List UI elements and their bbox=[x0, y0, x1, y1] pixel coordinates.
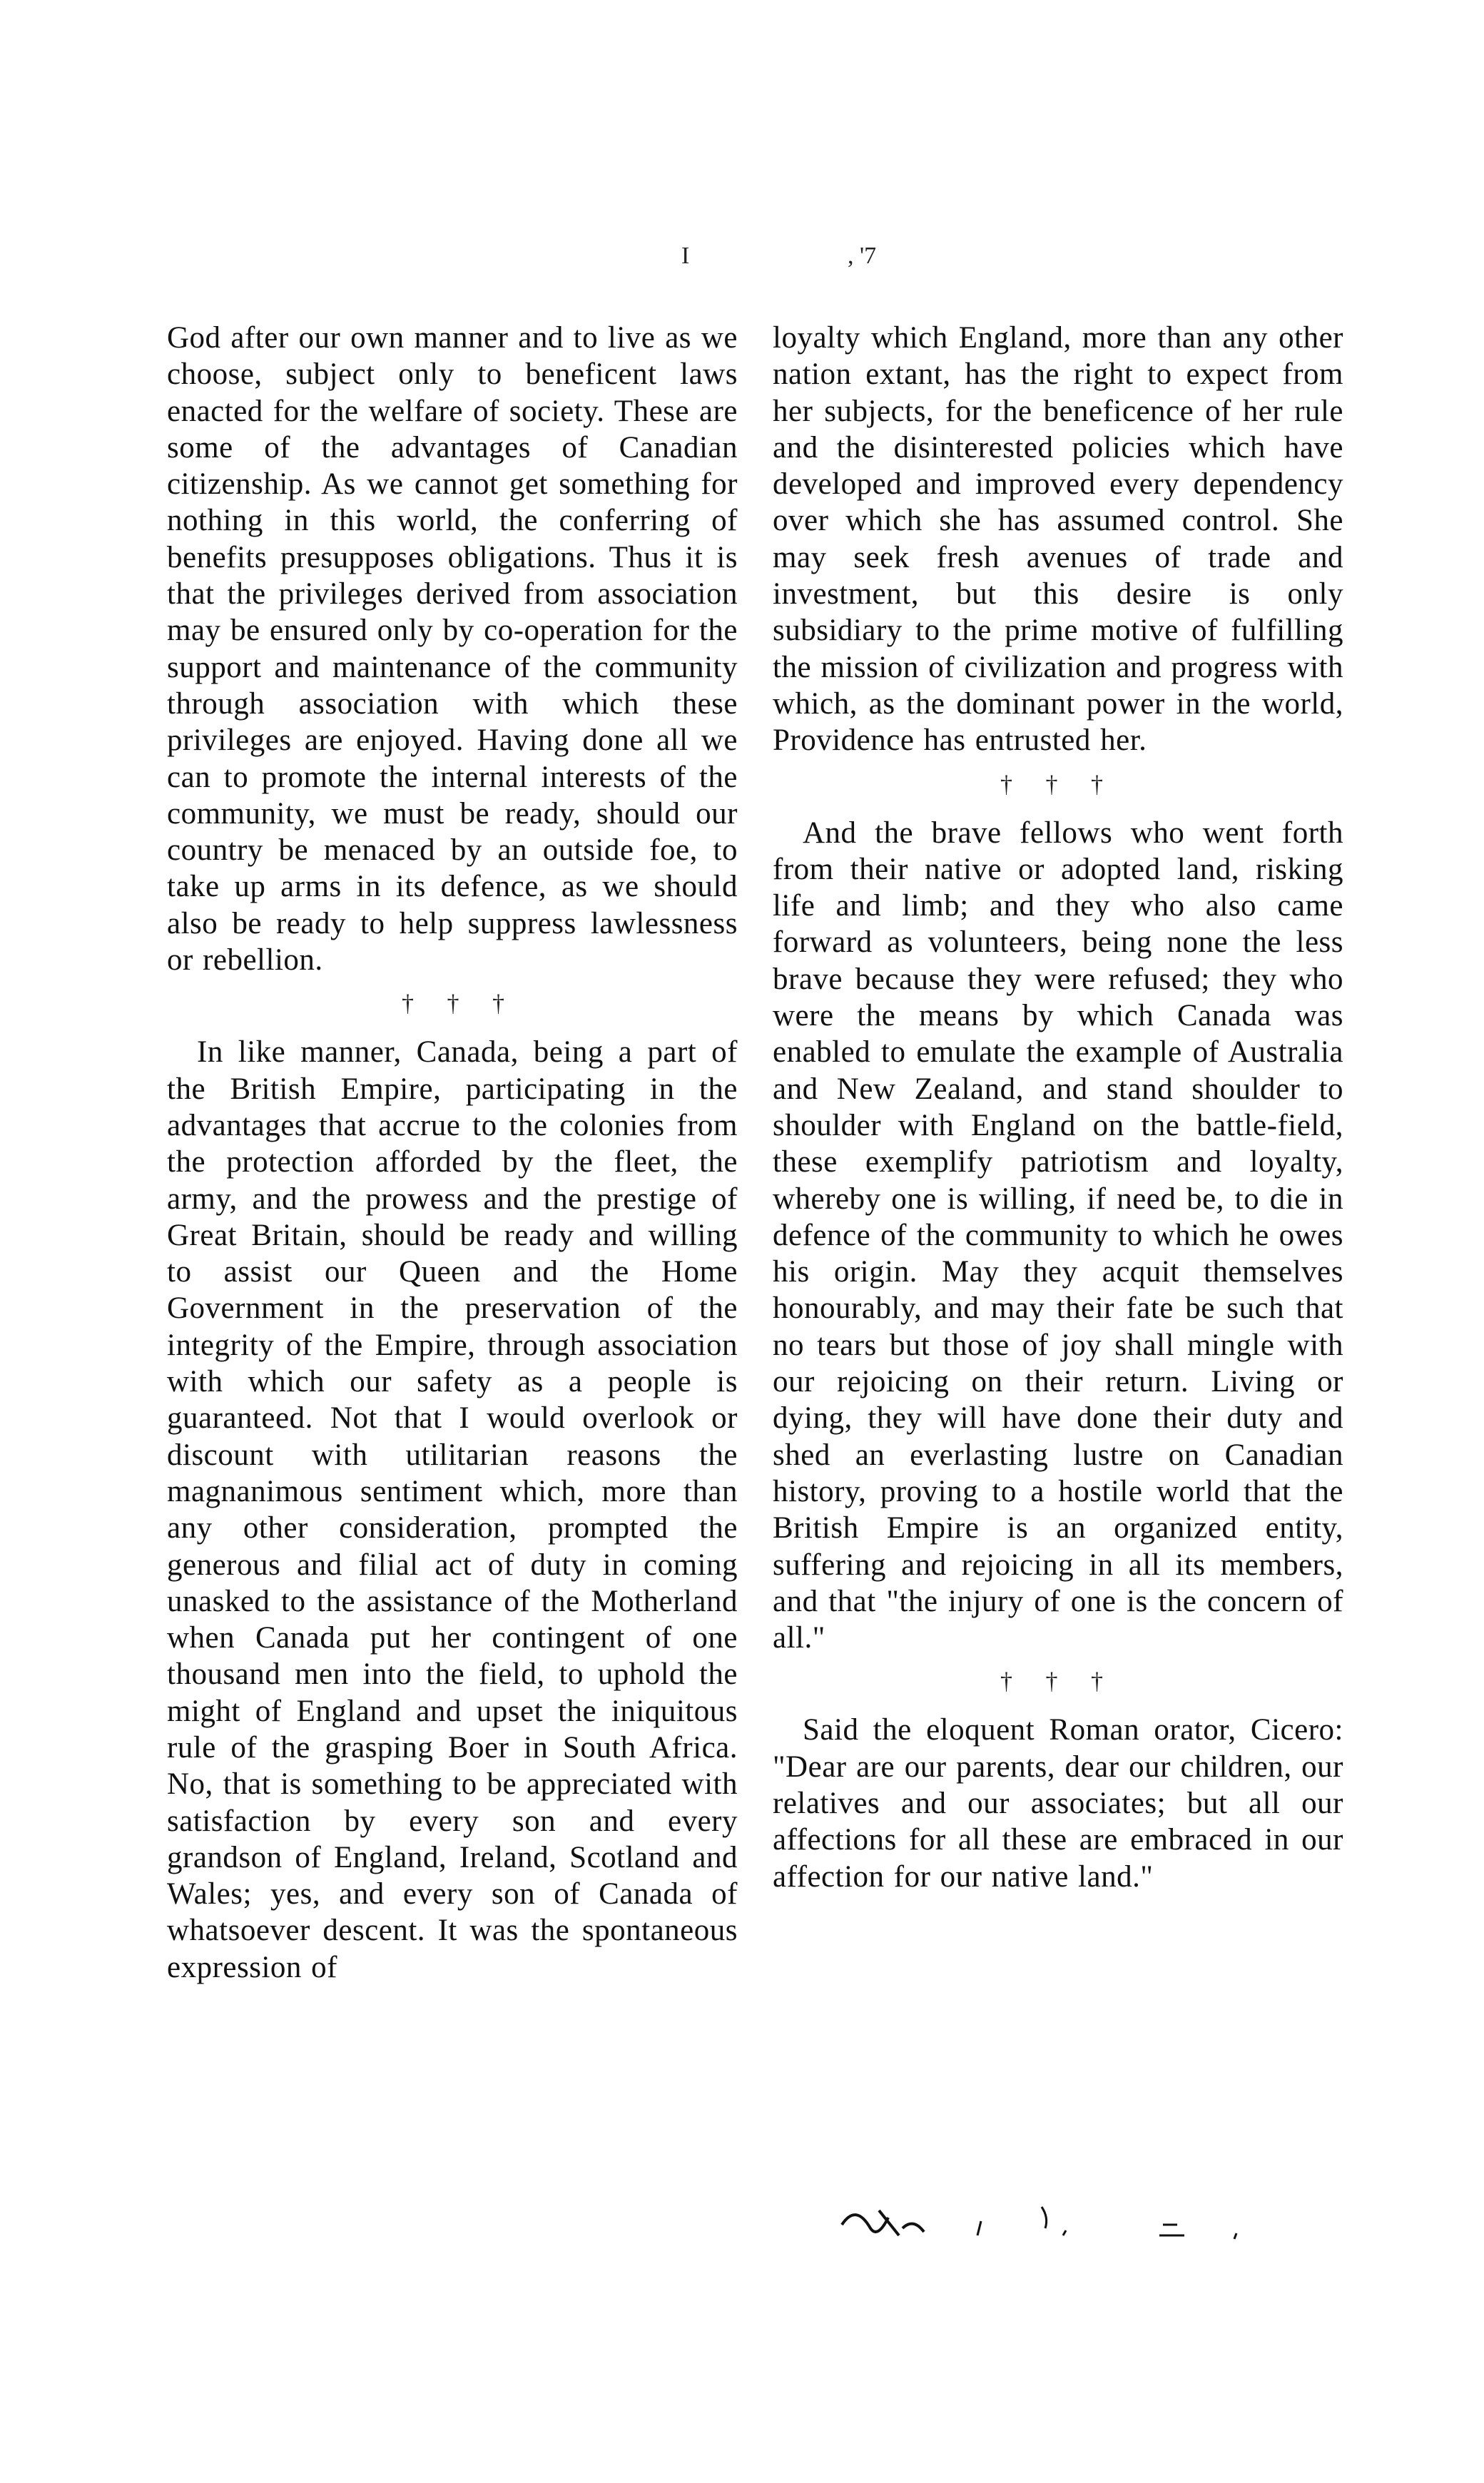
left-separator-1: † † † bbox=[402, 990, 517, 1017]
right-paragraph-1: loyalty which England, more than any other nation extant, has the right to expect from her subjects, for the beneficence of her rule and the disinterested policies which have developed and improved every dependency over which she has assumed control. She may seek fresh avenues of trade and investment, but this desire is only subsidiary to the prime motive of fulfilling the mission of civilization and progress with which, as the dominant power in the world, Providence has entrusted her. bbox=[773, 321, 1343, 758]
right-separator-1: † † † bbox=[1000, 771, 1116, 798]
page-mark-left: I bbox=[681, 243, 690, 269]
left-paragraph-1: God after our own manner and to live as we choose, subject only to beneficent laws enacted for the welfare of society. These are some of the advantages of Canadian citizenship. As we cannot get something for nothing in this world, the conferring of benefits presupposes obligations. Thus it is that the privileges derived from association may be ensured only by co-operation for the support and maintenance of the community through association with which these privileges are enjoyed. Having done all we can to promote the internal interests of the community, we must be ready, should our country be menaced by an outside foe, to take up arms in its defence, as we should also be ready to help suppress lawlessness or rebellion. bbox=[167, 321, 738, 978]
right-paragraph-2: And the brave fellows who went forth from their native or adopted land, risking life and limb; and they who also came forward as volunteers, being none the less brave because they were refused; they who were the means by which Canada was enabled to emulate the example of Australia and New Zealand, and stand shoulder to shoulder with England on the battle-field, these exemplify patriotism and loyalty, whereby one is willing, if need be, to die in defence of the community to which he owes his origin. May they acquit themselves honourably, and may their fate be such that no tears but those of joy shall mingle with our rejoicing on their return. Living or dying, they will have done their duty and shed an everlasting lustre on Canadian history, proving to a hostile world that the British Empire is an organized entity, suffering and rejoicing in all its members, and that "the injury of one is the concern of all." bbox=[773, 816, 1343, 1655]
left-column bbox=[167, 320, 738, 1986]
page-mark-right: , '7 bbox=[848, 243, 877, 269]
right-separator-2: † † † bbox=[1000, 1668, 1116, 1695]
right-column bbox=[773, 320, 1343, 1895]
page-header-marks bbox=[0, 243, 1484, 285]
left-paragraph-2: In like manner, Canada, being a part of the British Empire, participating in the advantages that accrue to the colonies from the protection afforded by the fleet, the army, and the prowess and the prestige of Great Britain, should be ready and willing to assist our Queen and the Home Government in the preservation of the integrity of the Empire, through association with which our safety as a people is guaranteed. Not that I would overlook or discount with utilitarian reasons the magnanimous sentiment which, more than any other consideration, prompted the generous and filial act of duty in coming unasked to the assistance of the Motherland when Canada put her contingent of one thousand men into the field, to uphold the might of England and upset the iniquitous rule of the grasping Boer in South Africa. No, that is something to be appreciated with satisfaction by every son and every grandson of England, Ireland, Scotland and Wales; yes, and every son of Canada of whatsoever descent. It was the spontaneous expression of bbox=[167, 1035, 738, 1984]
handwritten-signature-icon bbox=[835, 2196, 1277, 2253]
right-paragraph-3: Said the eloquent Roman orator, Cicero: "Dear are our parents, dear our children, our relatives and our associates; but all our affections for all these are embraced in our affection for our native land." bbox=[773, 1713, 1343, 1894]
